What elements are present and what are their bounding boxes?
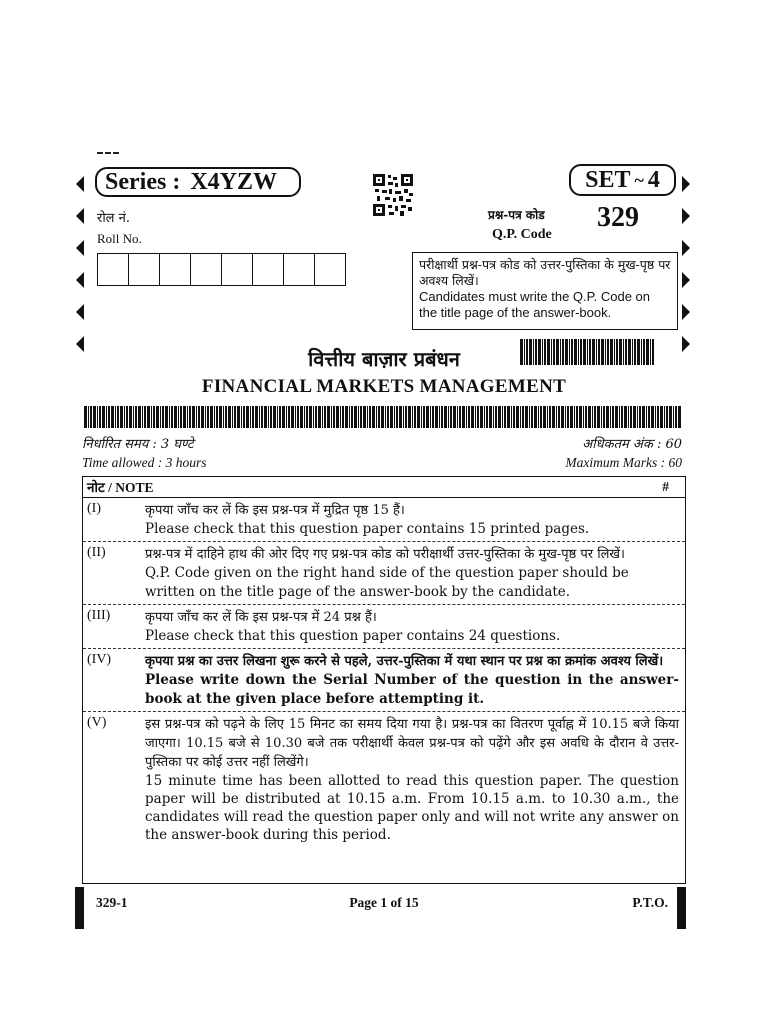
notes-hash: #: [662, 479, 669, 494]
time-allowed-english: Time allowed : 3 hours: [82, 455, 207, 470]
barcode-wide: [84, 406, 684, 428]
note-number: (II): [87, 545, 106, 560]
subject-title-english: FINANCIAL MARKETS MANAGEMENT: [201, 376, 567, 397]
roll-digit-box[interactable]: [160, 253, 191, 286]
max-marks-hindi: अधिकतम अंक : 60: [582, 437, 682, 452]
set-box: [569, 164, 676, 196]
roll-label-hindi: रोल नं.: [97, 211, 130, 226]
subject-title-hindi: वित्तीय बाज़ार प्रबंधन: [308, 347, 460, 371]
roll-label-english: Roll No.: [97, 231, 142, 246]
series-box: [95, 167, 301, 197]
roll-digit-box[interactable]: [315, 253, 346, 286]
qr-code-icon: [373, 174, 413, 216]
note-item: [83, 712, 685, 846]
note-item: [83, 605, 685, 649]
qp-code-value: 329: [597, 202, 639, 233]
roll-digit-box[interactable]: [222, 253, 253, 286]
roll-digit-box[interactable]: [284, 253, 315, 286]
qp-code-label-hindi: प्रश्न-पत्र कोड: [488, 208, 545, 222]
footer-pto: P.T.O.: [632, 895, 668, 910]
time-allowed-hindi: निर्धारित समय : 3 घण्टे: [82, 437, 194, 452]
candidate-instruction-box: [412, 252, 678, 330]
note-text-english: Q.P. Code given on the right hand side of the question paper should be written on the title page of the answer-book by the candidate.: [145, 565, 629, 600]
footer-paper-code: 329-1: [96, 895, 128, 910]
note-text-hindi: कृपया प्रश्न का उत्तर लिखना शुरू करने से पहले, उत्तर-पुस्तिका में यथा स्थान पर प्रश्न का क्रमांक अवश्य लिखें।: [145, 654, 664, 669]
note-item: [83, 498, 685, 542]
qp-code-label-english: Q.P. Code: [492, 227, 552, 242]
note-item: [83, 542, 685, 605]
footer-page-number: Page 1 of 15: [349, 895, 419, 910]
note-item: [83, 649, 685, 712]
set-number: 4: [647, 166, 660, 193]
roll-digit-box[interactable]: [191, 253, 222, 286]
note-text-english: Please check that this question paper contains 24 questions.: [145, 628, 561, 644]
note-text-hindi: प्रश्न-पत्र में दाहिने हाथ की ओर दिए गए प्रश्न-पत्र कोड को परीक्षार्थी उत्तर-पुस्तिका के मुख-पृष्ठ पर लिखें।: [145, 547, 625, 562]
note-text-hindi: कृपया जाँच कर लें कि इस प्रश्न-पत्र में 24 प्रश्न हैं।: [145, 610, 377, 625]
note-number: (IV): [87, 652, 112, 667]
set-separator: ~: [634, 169, 644, 190]
roll-digit-box[interactable]: [253, 253, 284, 286]
notes-heading: नोट / NOTE: [87, 480, 154, 495]
note-number: (I): [87, 501, 101, 516]
series-code: X4YZW: [190, 168, 277, 195]
note-text-hindi: कृपया जाँच कर लें कि इस प्रश्न-पत्र में मुद्रित पृष्ठ 15 हैं।: [145, 503, 405, 518]
roll-digit-box[interactable]: [129, 253, 160, 286]
top-dash-mark: [97, 152, 119, 154]
notes-box: [82, 476, 686, 884]
roll-digit-box[interactable]: [98, 253, 129, 286]
note-text-english: Please write down the Serial Number of the question in the answer-book at the given place before attempting it.: [145, 672, 679, 707]
series-label: Series :: [105, 168, 181, 195]
note-text-english: 15 minute time has been allotted to read this question paper. The question paper will be distributed at 10.15 a.m. From 10.15 a.m. to 10.30 a.m., the candidates will read the question paper only and will not write any answer on the answer-book during this period.: [145, 773, 679, 843]
note-text-english: Please check that this question paper contains 15 printed pages.: [145, 521, 590, 537]
candidate-instruction-hindi: परीक्षार्थी प्रश्न-पत्र कोड को उत्तर-पुस्तिका के मुख-पृष्ठ पर अवश्य लिखें।: [419, 257, 671, 288]
note-number: (V): [87, 715, 107, 730]
set-label: SET: [585, 166, 631, 193]
note-text-hindi: इस प्रश्न-पत्र को पढ़ने के लिए 15 मिनट का समय दिया गया है। प्रश्न-पत्र का वितरण पूर्वाह्न में 10.15 बजे किया जाएगा। 10.15 बजे से 10.30 बजे तक परीक्षार्थी केवल प्रश्न-पत्र को पढ़ेंगे और इस अवधि के दौरान वे उत्तर-पुस्तिका पर कोई उत्तर नहीं लिखेंगे।: [145, 717, 679, 770]
max-marks-english: Maximum Marks : 60: [565, 455, 682, 470]
candidate-instruction-english: Candidates must write the Q.P. Code on the title page of the answer-book.: [419, 289, 650, 320]
note-number: (III): [87, 608, 111, 623]
roll-number-boxes: [97, 253, 346, 286]
notes-header: [83, 477, 685, 498]
